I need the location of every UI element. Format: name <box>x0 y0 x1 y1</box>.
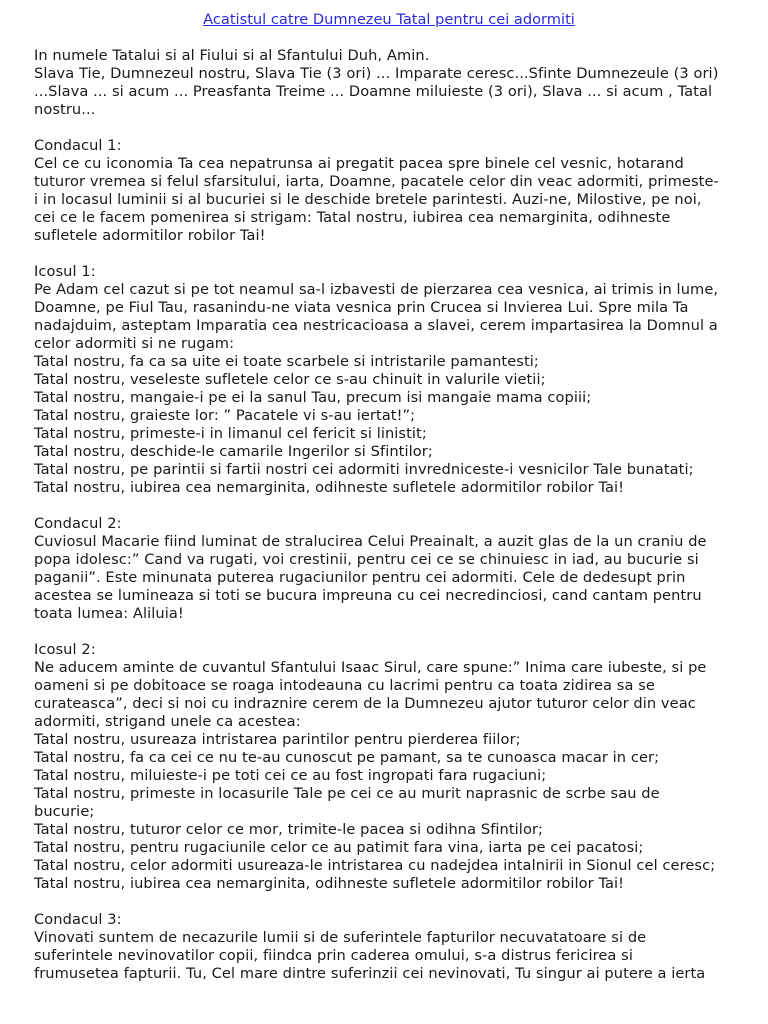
text-line: Tatal nostru, miluieste-i pe toti cei ce au fost ingropati fara rugaciuni; <box>34 767 547 784</box>
blank-line <box>34 245 760 263</box>
blank-line <box>34 623 760 641</box>
text-line: Condacul 1: <box>34 137 122 154</box>
text-line: adormiti, strigand unele ca acestea: <box>34 713 301 730</box>
text-line: Tatal nostru, pe parintii si fartii nostri cei adormiti invredniceste-i vesnicilor Tale bunatati; <box>34 461 694 478</box>
text-line: acestea se lumineaza si toti se bucura impreuna cu cei necredinciosi, cand cantam pentru <box>34 587 702 604</box>
text-line: Condacul 2: <box>34 515 122 532</box>
blank-line <box>34 119 760 137</box>
text-line: Tatal nostru, iubirea cea nemarginita, odihneste sufletele adormitilor robilor Tai! <box>34 479 625 496</box>
text-line: Tatal nostru, tuturor celor ce mor, trimite-le pacea si odihna Sfintilor; <box>34 821 544 838</box>
text-line: suferintele nevinovatilor copii, fiindca prin caderea omului, s-a distrus fericirea si <box>34 947 633 964</box>
text-line: cei ce le facem pomenirea si strigam: Tatal nostru, iubirea cea nemarginita, odihneste <box>34 209 671 226</box>
text-line: Tatal nostru, deschide-le camarile Ingerilor si Sfintilor; <box>34 443 433 460</box>
text-line: frumusetea fapturii. Tu, Cel mare dintre suferinzii cei nevinovati, Tu singur ai putere a ierta <box>34 965 706 982</box>
text-line: Tatal nostru, primeste in locasurile Tale pe cei ce au murit naprasnic de scrbe sau de <box>34 785 660 802</box>
text-line: Icosul 1: <box>34 263 96 280</box>
text-line: toata lumea: Aliluia! <box>34 605 184 622</box>
text-line: Vinovati suntem de necazurile lumii si de suferintele fapturilor necuvatatoare si de <box>34 929 647 946</box>
text-line: In numele Tatalui si al Fiului si al Sfantului Duh, Amin. <box>34 47 430 64</box>
text-line: ...Slava ... si acum ... Preasfanta Treime ... Doamne miluieste (3 ori), Slava ... si acum , Tatal <box>34 83 713 100</box>
document-body <box>34 47 760 983</box>
text-line: Icosul 2: <box>34 641 96 658</box>
text-line: tuturor vremea si felul sfarsitului, iarta, Doamne, pacatele celor din veac adormiti, primeste- <box>34 173 719 190</box>
text-line: oameni si pe dobitoace se roaga intodeauna cu lacrimi pentru ca toata zidirea sa se <box>34 677 655 694</box>
text-line: Cuviosul Macarie fiind luminat de stralucirea Celui Preainalt, a auzit glas de la un craniu de <box>34 533 707 550</box>
text-line: Tatal nostru, iubirea cea nemarginita, odihneste sufletele adormitilor robilor Tai! <box>34 875 625 892</box>
text-line: Doamne, pe Fiul Tau, rasanindu-ne viata vesnica prin Crucea si Invierea Lui. Spre mila Ta <box>34 299 689 316</box>
text-line: Tatal nostru, graieste lor: ” Pacatele vi s-au iertat!”; <box>34 407 416 424</box>
text-line: Tatal nostru, primeste-i in limanul cel fericit si linistit; <box>34 425 427 442</box>
text-line: curateasca”, deci si noi cu indraznire cerem de la Dumnezeu ajutor tuturor celor din veac <box>34 695 696 712</box>
text-line: Condacul 3: <box>34 911 122 928</box>
text-line: nadajduim, asteptam Imparatia cea nestricacioasa a slavei, cerem impartasirea la Domnul a <box>34 317 718 334</box>
text-line: Slava Tie, Dumnezeul nostru, Slava Tie (3 ori) ... Imparate ceresc...Sfinte Dumnezeule (3 ori) <box>34 65 719 82</box>
text-line: Tatal nostru, fa ca sa uite ei toate scarbele si intristarile pamantesti; <box>34 353 539 370</box>
text-line: Tatal nostru, pentru rugaciunile celor ce au patimit fara vina, iarta pe cei pacatosi; <box>34 839 644 856</box>
blank-line <box>34 497 760 515</box>
text-line: popa idolesc:” Cand va rugati, voi crestinii, pentru cei ce se chinuiesc in iad, au bucurie si <box>34 551 699 568</box>
text-line: nostru... <box>34 101 96 118</box>
text-line: Tatal nostru, celor adormiti usureaza-le intristarea cu nadejdea intalnirii in Sionul cel ceresc; <box>34 857 716 874</box>
text-line: Pe Adam cel cazut si pe tot neamul sa-l izbavesti de pierzarea cea vesnica, ai trimis in lume, <box>34 281 719 298</box>
text-line: Cel ce cu iconomia Ta cea nepatrunsa ai pregatit pacea spre binele cel vesnic, hotarand <box>34 155 684 172</box>
text-line: bucurie; <box>34 803 95 820</box>
text-line: Tatal nostru, usureaza intristarea parintilor pentru pierderea fiilor; <box>34 731 521 748</box>
text-line: Tatal nostru, fa ca cei ce nu te-au cunoscut pe pamant, sa te cunoasca macar in cer; <box>34 749 660 766</box>
text-line: Tatal nostru, veseleste sufletele celor ce s-au chinuit in valurile vietii; <box>34 371 546 388</box>
text-line: i in locasul luminii si al bucuriei si le deschide bretele parintesti. Auzi-ne, Milostive, pe noi, <box>34 191 702 208</box>
blank-line <box>34 893 760 911</box>
text-line: Ne aducem aminte de cuvantul Sfantului Isaac Sirul, care spune:” Inima care iubeste, si pe <box>34 659 707 676</box>
text-line: sufletele adormitilor robilor Tai! <box>34 227 266 244</box>
text-line: celor adormiti si ne rugam: <box>34 335 235 352</box>
text-line: paganii”. Este minunata puterea rugaciunilor pentru cei adormiti. Cele de dedesupt prin <box>34 569 686 586</box>
text-line: Tatal nostru, mangaie-i pe ei la sanul Tau, precum isi mangaie mama copiii; <box>34 389 592 406</box>
document-title-link[interactable]: Acatistul catre Dumnezeu Tatal pentru cei adormiti <box>203 11 575 28</box>
